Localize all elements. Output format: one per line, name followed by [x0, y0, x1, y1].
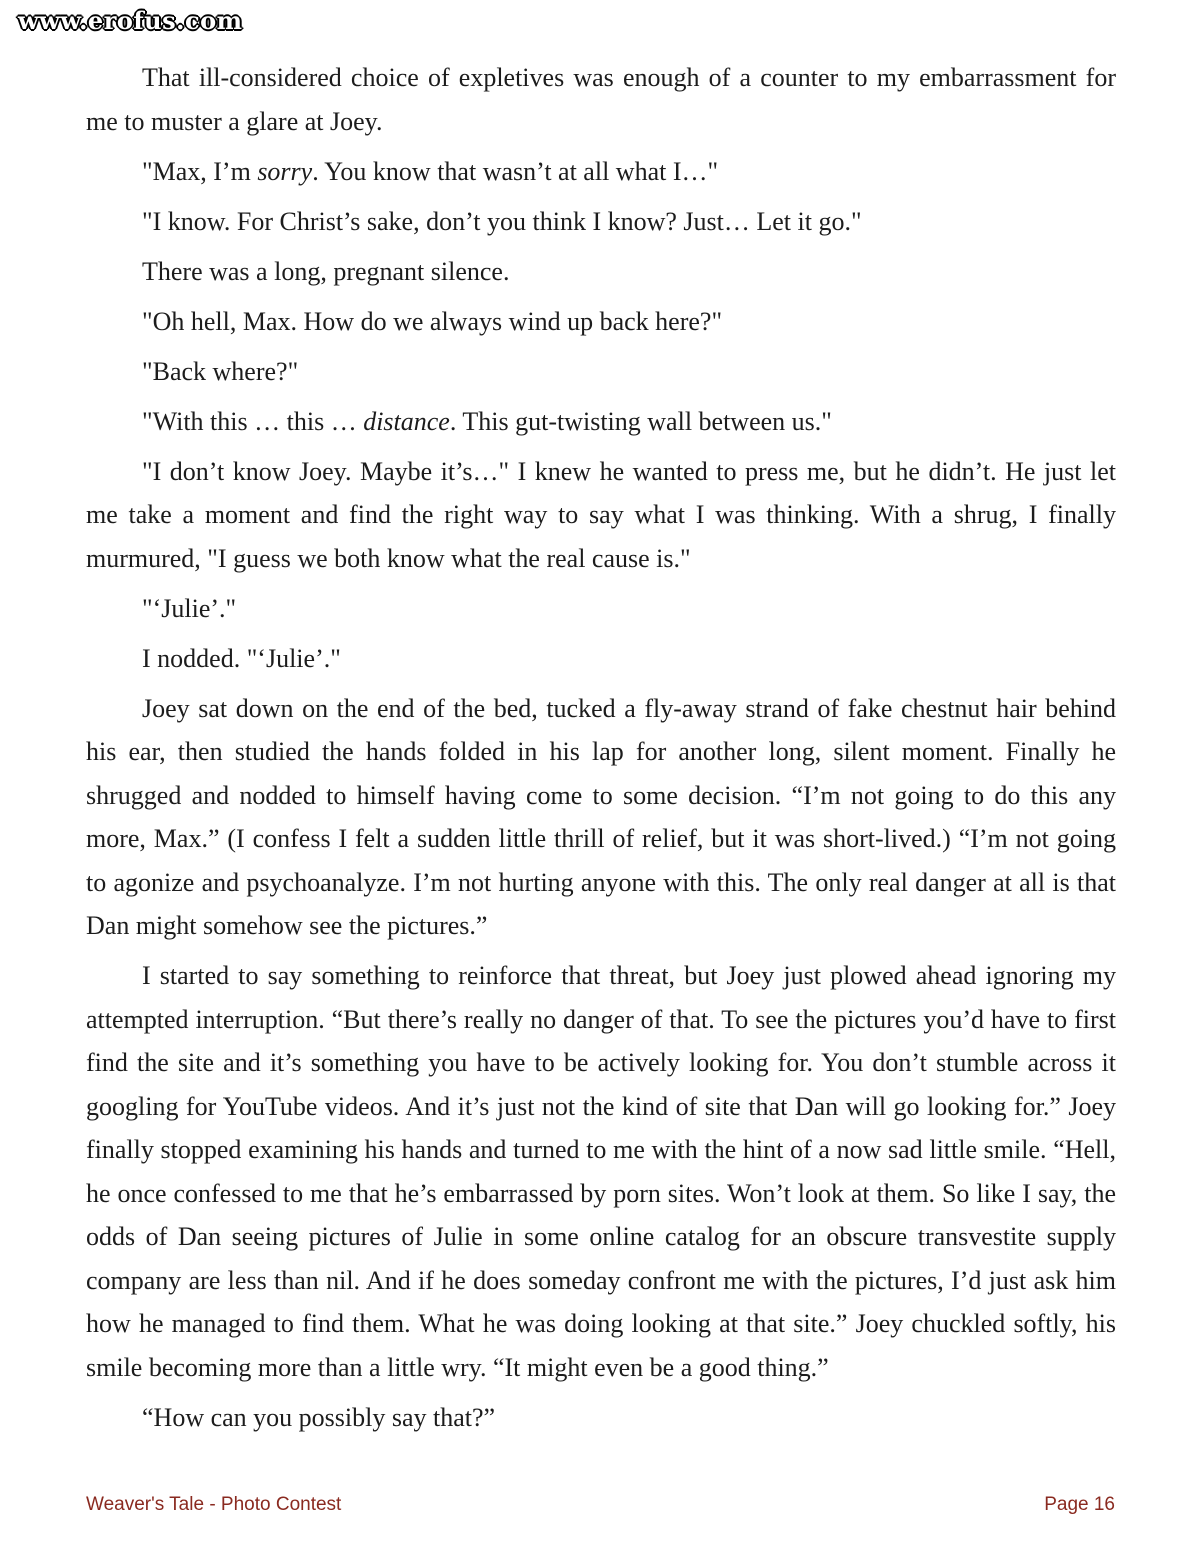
paragraph [86, 250, 1116, 294]
paragraph [86, 350, 1116, 394]
text-run: There was a long, pregnant silence. [142, 256, 510, 286]
text-run: I nodded. "‘Julie’." [142, 643, 341, 673]
paragraph [86, 637, 1116, 681]
text-run: I started to say something to reinforce that threat, but Joey just plowed ahead ignoring my attempted interruption. “But there’s really no danger of that. To see the pictures you’d have to first find the site and it’s something you have to be actively looking for. You don’t stumble across it googling for YouTube videos. And it’s just not the kind of site that Dan will go looking for.” Joey finally stopped examining his hands and turned to me with the hint of a now sad little smile. “Hell, he once confessed to me that he’s embarrassed by porn sites. Won’t look at them. So like I say, the odds of Dan seeing pictures of Julie in some online catalog for an obscure transvestite supply company are less than nil. And if he does someday confront me with the pictures, I’d just ask him how he managed to find them. What he was doing looking at that site.” Joey chuckled softly, his smile becoming more than a little wry. “It might even be a good thing.” [86, 961, 1116, 1382]
paragraph [86, 687, 1116, 948]
text-run: "Max, I’m [142, 156, 258, 186]
paragraph [86, 400, 1116, 444]
text-run: "Oh hell, Max. How do we always wind up back here?" [142, 306, 723, 336]
paragraph [86, 56, 1116, 143]
page-body [86, 56, 1116, 1446]
watermark-text: www.erofus.com [18, 6, 243, 35]
paragraph [86, 150, 1116, 194]
text-run: Joey sat down on the end of the bed, tucked a fly-away strand of fake chestnut hair behind his ear, then studied the hands folded in his lap for another long, silent moment. Finally he shrugged and nodded to himself having come to some decision. “I’m not going to do this any more, Max.” (I confess I felt a sudden little thrill of relief, but it was short-lived.) “I’m not going to agonize and psychoanalyze. I’m not hurting anyone with this. The only real danger at all is that Dan might somehow see the pictures.” [86, 693, 1116, 940]
italic-text: distance [363, 406, 450, 436]
italic-text: sorry [257, 156, 313, 186]
text-run: "I don’t know Joey. Maybe it’s…" I knew he wanted to press me, but he didn’t. He just let me take a moment and find the right way to say what I was thinking. With a shrug, I finally murmured, "I guess we both know what the real cause is." [86, 456, 1116, 573]
paragraph [86, 954, 1116, 1389]
text-run: “How can you possibly say that?” [142, 1402, 496, 1432]
text-run: That ill-considered choice of expletives was enough of a counter to my embarrassment for me to muster a glare at Joey. [86, 63, 1116, 136]
text-run: "‘Julie’." [142, 593, 237, 623]
footer-title: Weaver's Tale - Photo Contest [86, 1494, 342, 1515]
text-run: . You know that wasn’t at all what I…" [312, 156, 719, 186]
paragraph [86, 587, 1116, 631]
paragraph [86, 1396, 1116, 1440]
text-run: "Back where?" [142, 356, 299, 386]
paragraph [86, 300, 1116, 344]
page-number: Page 16 [1044, 1494, 1115, 1515]
text-run: "With this … this … [142, 406, 364, 436]
paragraph [86, 200, 1116, 244]
text-run: . This gut-twisting wall between us." [449, 406, 832, 436]
paragraph [86, 450, 1116, 581]
text-run: "I know. For Christ’s sake, don’t you think I know? Just… Let it go." [142, 206, 862, 236]
